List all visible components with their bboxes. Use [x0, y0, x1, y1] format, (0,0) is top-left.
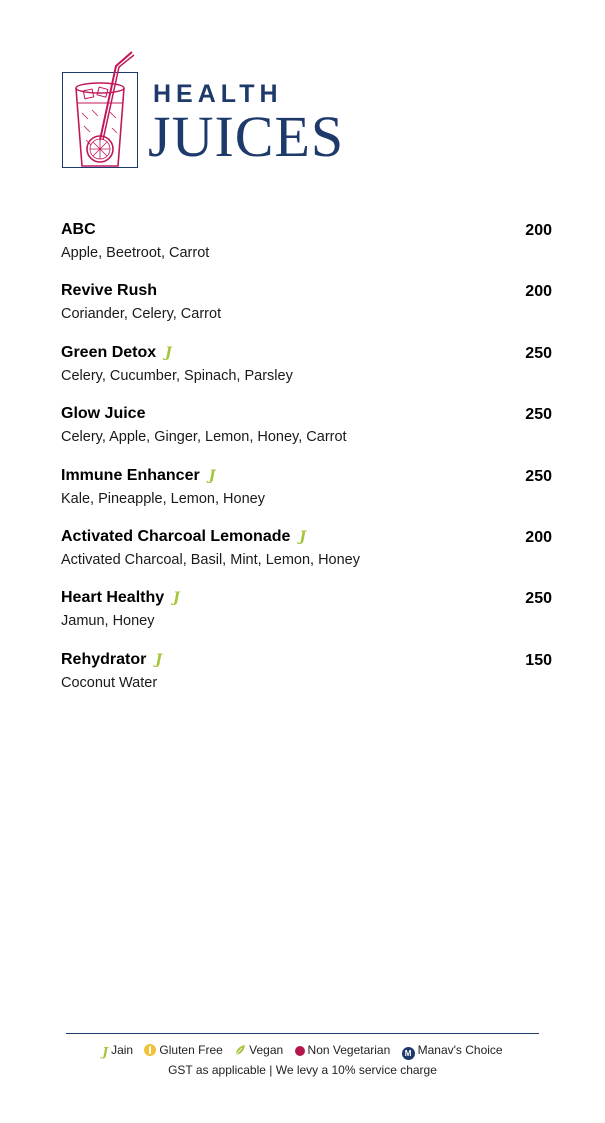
item-price: 250	[525, 590, 552, 608]
juice-glass-icon	[62, 48, 142, 173]
item-price: 200	[525, 222, 552, 239]
item-name: Revive Rush	[61, 282, 158, 300]
item-description: Kale, Pineapple, Lemon, Honey	[61, 490, 265, 507]
item-price: 200	[525, 528, 552, 546]
item-description: Activated Charcoal, Basil, Mint, Lemon, Honey	[61, 551, 360, 568]
item-price: 250	[525, 406, 552, 424]
footer-divider	[66, 1033, 539, 1034]
jain-icon: J	[299, 528, 307, 545]
item-name: Heart Healthy J	[61, 589, 180, 607]
non-veg-icon	[295, 1046, 305, 1056]
jain-icon: J	[173, 590, 180, 607]
menu-item	[61, 588, 552, 649]
legend-manavs-choice: M Manav's Choice	[402, 1042, 503, 1060]
dietary-legend	[0, 1042, 605, 1060]
item-price: 250	[525, 344, 552, 362]
jain-icon: J	[165, 344, 172, 361]
item-name: Activated Charcoal Lemonade J	[61, 527, 307, 545]
jain-icon: J	[155, 651, 162, 668]
item-description: Apple, Beetroot, Carrot	[61, 245, 210, 261]
logo-title-juices: JUICES	[148, 104, 345, 169]
jain-icon: J	[102, 1045, 109, 1059]
item-name: Immune Enhancer J	[61, 466, 216, 484]
leaf-icon	[234, 1044, 246, 1056]
legend-non-vegetarian: Non Vegetarian	[295, 1042, 391, 1058]
legend-jain: J Jain	[102, 1043, 134, 1059]
item-description: Coconut Water	[61, 674, 158, 691]
manavs-choice-icon: M	[402, 1047, 415, 1060]
item-description: Celery, Apple, Ginger, Lemon, Honey, Carrot	[61, 429, 347, 446]
menu-item	[61, 220, 552, 281]
jain-icon: J	[208, 467, 216, 484]
menu-item	[61, 404, 552, 465]
menu-item	[61, 343, 552, 404]
logo	[62, 48, 352, 173]
service-charge-note: GST as applicable | We levy a 10% service charge	[168, 1063, 437, 1077]
menu-list	[61, 220, 552, 711]
item-price: 250	[525, 467, 552, 485]
legend-gluten-free: Gluten Free	[144, 1042, 222, 1058]
item-name: ABC	[61, 221, 96, 238]
item-name: Rehydrator J	[61, 650, 162, 668]
item-name: Green Detox J	[61, 343, 172, 361]
item-price: 200	[525, 283, 552, 301]
item-description: Jamun, Honey	[61, 613, 155, 630]
menu-item	[61, 281, 552, 342]
item-description: Coriander, Celery, Carrot	[61, 306, 222, 323]
menu-item	[61, 466, 552, 527]
item-description: Celery, Cucumber, Spinach, Parsley	[61, 367, 293, 384]
legend-vegan: Vegan	[234, 1042, 283, 1058]
gluten-free-icon	[144, 1044, 156, 1056]
menu-item	[61, 527, 552, 588]
logo-title-health: HEALTH	[153, 80, 283, 108]
menu-item	[61, 650, 552, 711]
item-name: Glow Juice	[61, 405, 146, 423]
item-price: 150	[525, 651, 552, 669]
